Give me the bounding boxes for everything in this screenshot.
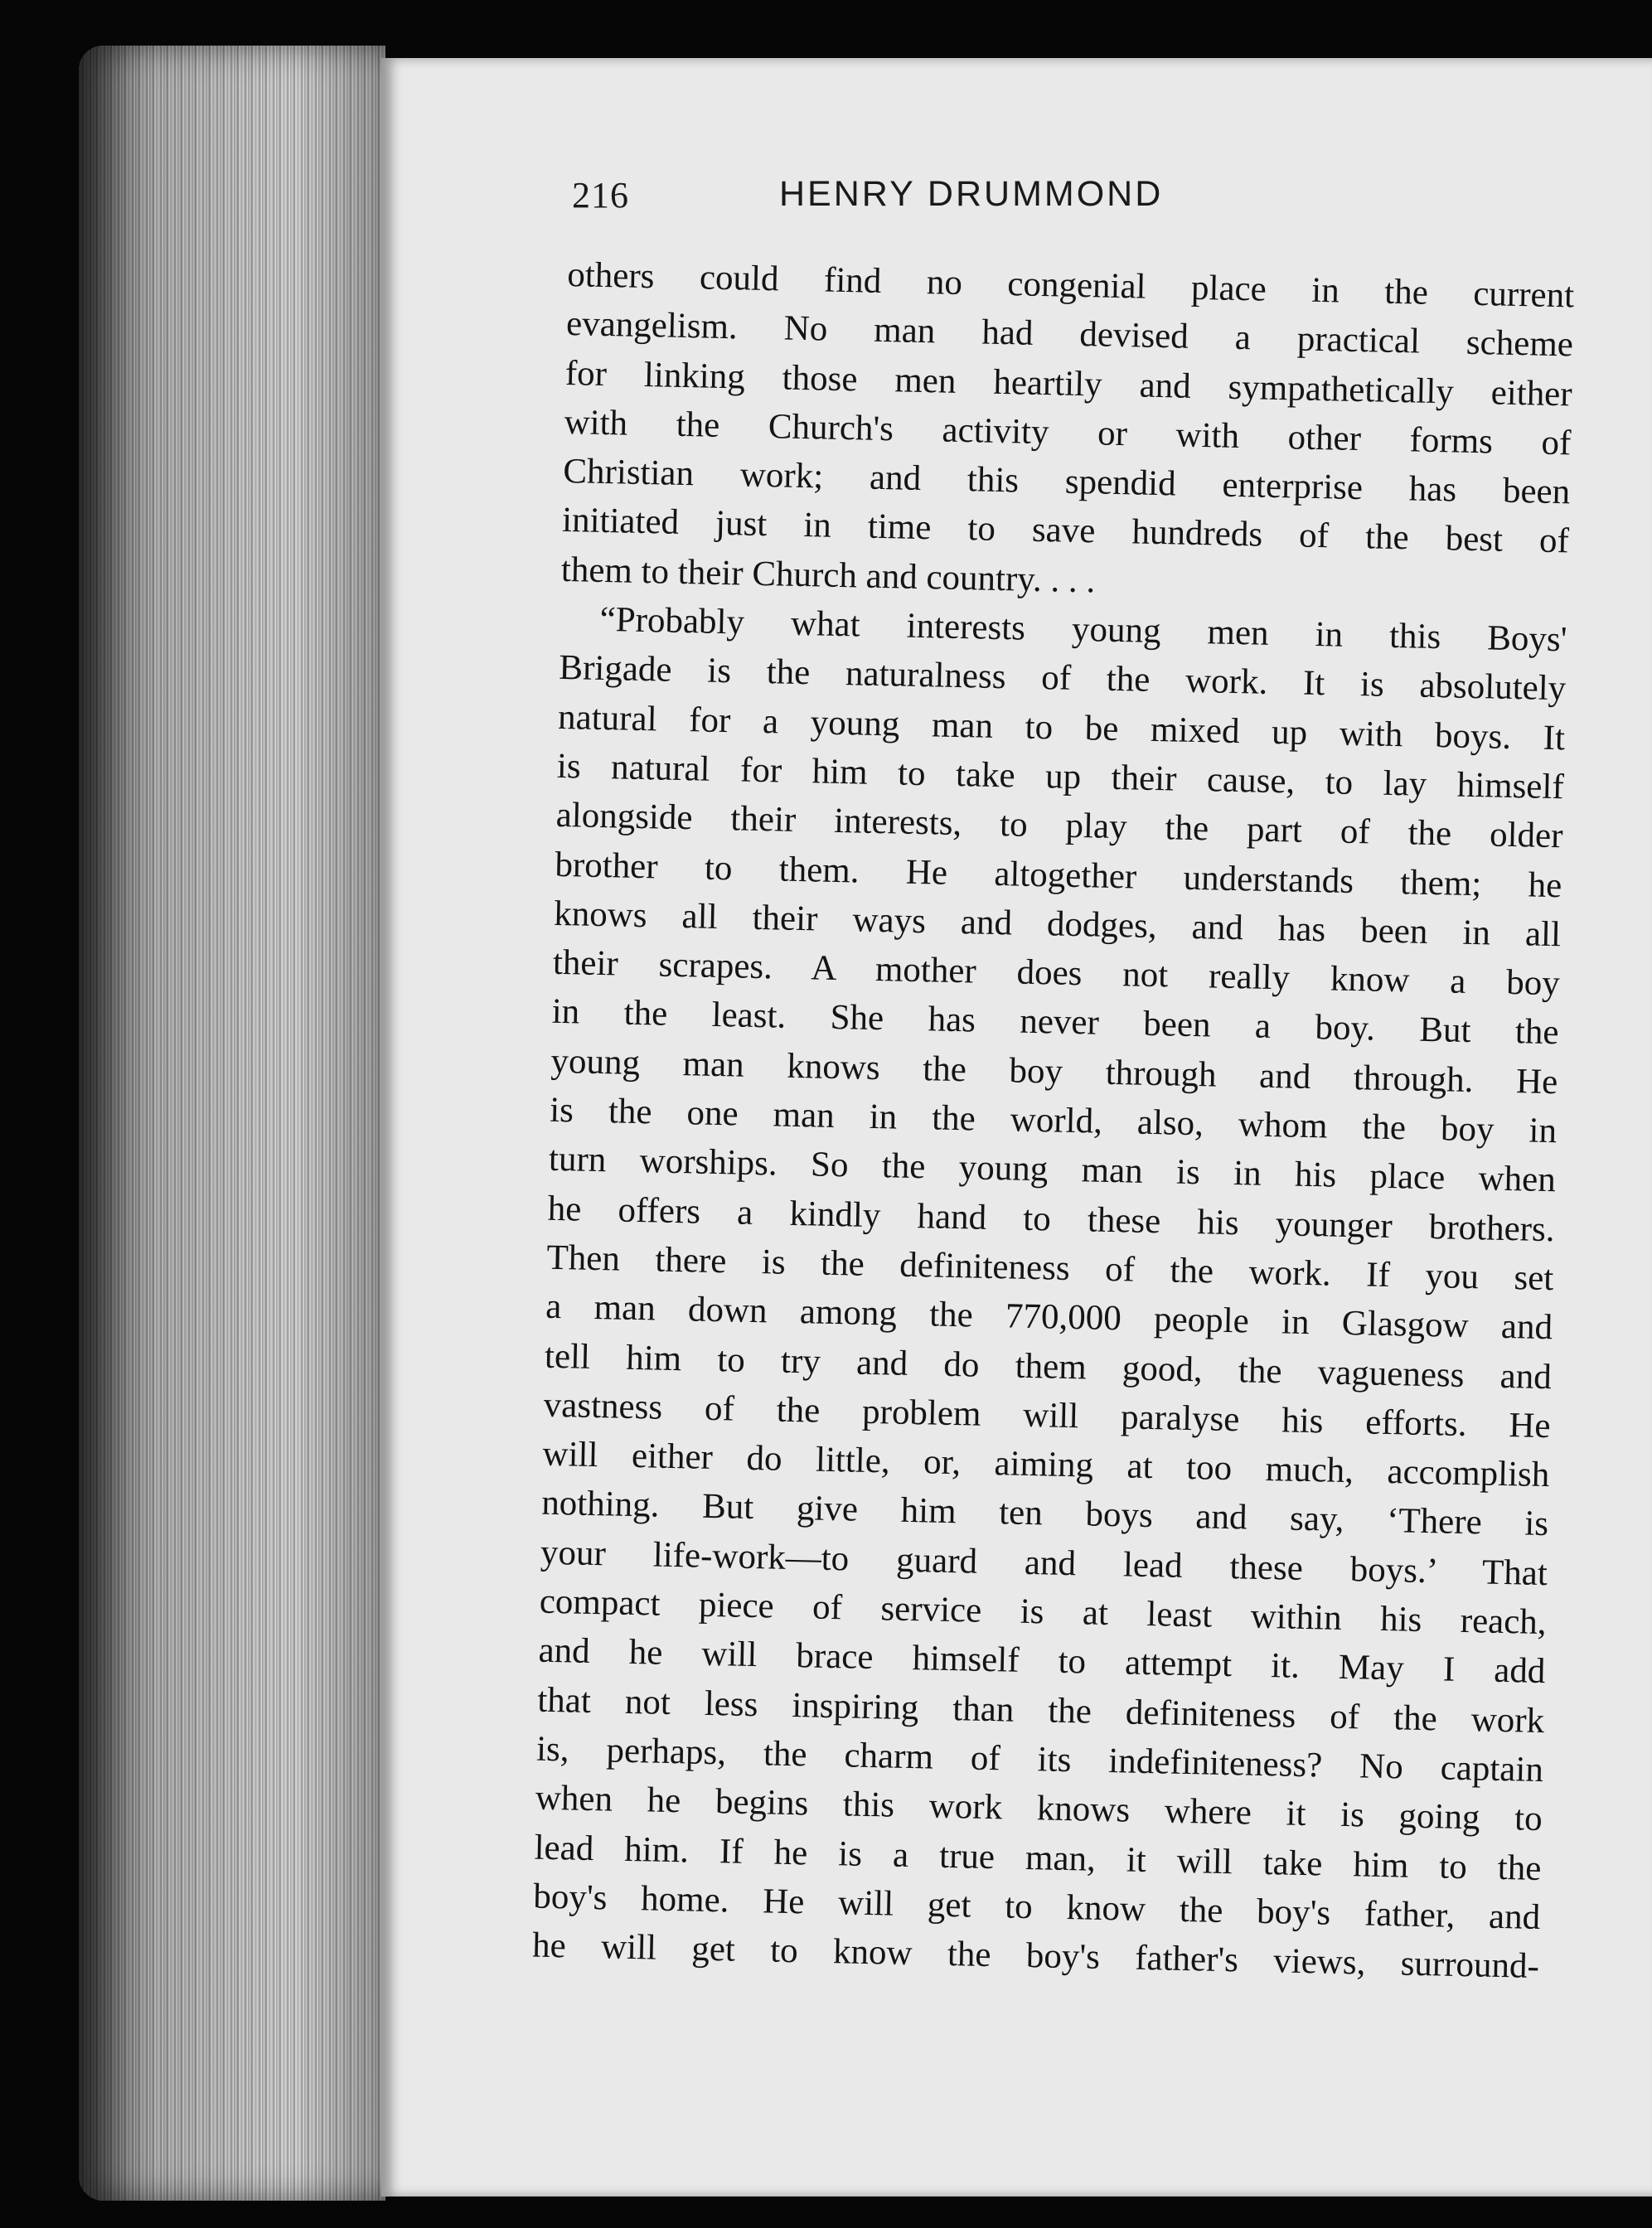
text-line: he offers a kindly hand to these his younger brothers. <box>547 1189 1556 1249</box>
text-line: with the Church's activity or with other forms of <box>564 402 1572 463</box>
text-line: boy's home. He will get to know the boy's father, and <box>532 1877 1541 1937</box>
text-line: is the one man in the world, also, whom the boy in <box>549 1090 1558 1151</box>
text-line: will either do little, or, aiming at too much, accomplish <box>542 1434 1550 1495</box>
body-text <box>532 250 1575 1991</box>
text-line: Christian work; and this spendid enterprise has been <box>562 452 1571 512</box>
text-line: alongside their interests, to play the part of the older <box>555 796 1563 856</box>
text-line: initiated just in time to save hundreds of the best of <box>561 501 1570 561</box>
text-line: is, perhaps, the charm of its indefiniteness? No captain <box>535 1729 1544 1790</box>
text-line: turn worships. So the young man is in his place when <box>548 1140 1557 1200</box>
text-line: your life-work—to guard and lead these boys.’ That <box>540 1533 1548 1593</box>
book-page-edges <box>79 46 385 2201</box>
page-header <box>572 174 1575 232</box>
text-line: and he will brace himself to attempt it. May I add <box>538 1630 1546 1692</box>
text-line: nothing. But give him ten boys and say, ‘There is <box>540 1484 1549 1544</box>
text-line: vastness of the problem will paralyse his efforts. He <box>543 1385 1552 1446</box>
text-line: Brigade is the naturalness of the work. It is absolutely <box>558 648 1567 709</box>
text-line: when he begins this work knows where it is going to <box>535 1778 1543 1839</box>
text-line: a man down among the 770,000 people in Glasgow and <box>545 1286 1553 1348</box>
running-head: HENRY DRUMMOND <box>779 174 1164 214</box>
page-number: 216 <box>572 175 629 216</box>
book-page <box>381 58 1652 2197</box>
text-line: young man knows the boy through and through. He <box>550 1041 1558 1102</box>
text-line: that not less inspiring than the definiteness of the work <box>536 1680 1545 1741</box>
text-line: compact piece of service is at least within his reach, <box>539 1581 1548 1643</box>
text-line: others could find no congenial place in the current <box>566 254 1575 316</box>
text-line-paragraph-start: “Probably what interests young men in this Boys' <box>599 599 1567 660</box>
text-line: evangelism. No man had devised a practical scheme <box>565 304 1574 365</box>
text-line: he will get to know the boy's father's views, surround- <box>531 1925 1540 1987</box>
text-line: is natural for him to take up their cause, to lay himself <box>556 746 1565 807</box>
text-line: lead him. If he is a true man, it will take him to the <box>534 1828 1542 1888</box>
text-line: Then there is the definiteness of the work. If you set <box>546 1238 1554 1299</box>
text-line: them to their Church and country. . . . <box>560 550 1096 601</box>
text-line: natural for a young man to be mixed up with boys. It <box>557 697 1566 758</box>
text-line: for linking those men heartily and sympathetically either <box>564 353 1573 414</box>
text-line: tell him to try and do them good, the vagueness and <box>544 1336 1553 1397</box>
text-line: in the least. She has never been a boy. But the <box>551 992 1559 1053</box>
text-line: their scrapes. A mother does not really know a boy <box>552 942 1561 1004</box>
text-line: brother to them. He altogether understands them; he <box>554 845 1562 905</box>
text-line: knows all their ways and dodges, and has been in all <box>553 894 1562 955</box>
